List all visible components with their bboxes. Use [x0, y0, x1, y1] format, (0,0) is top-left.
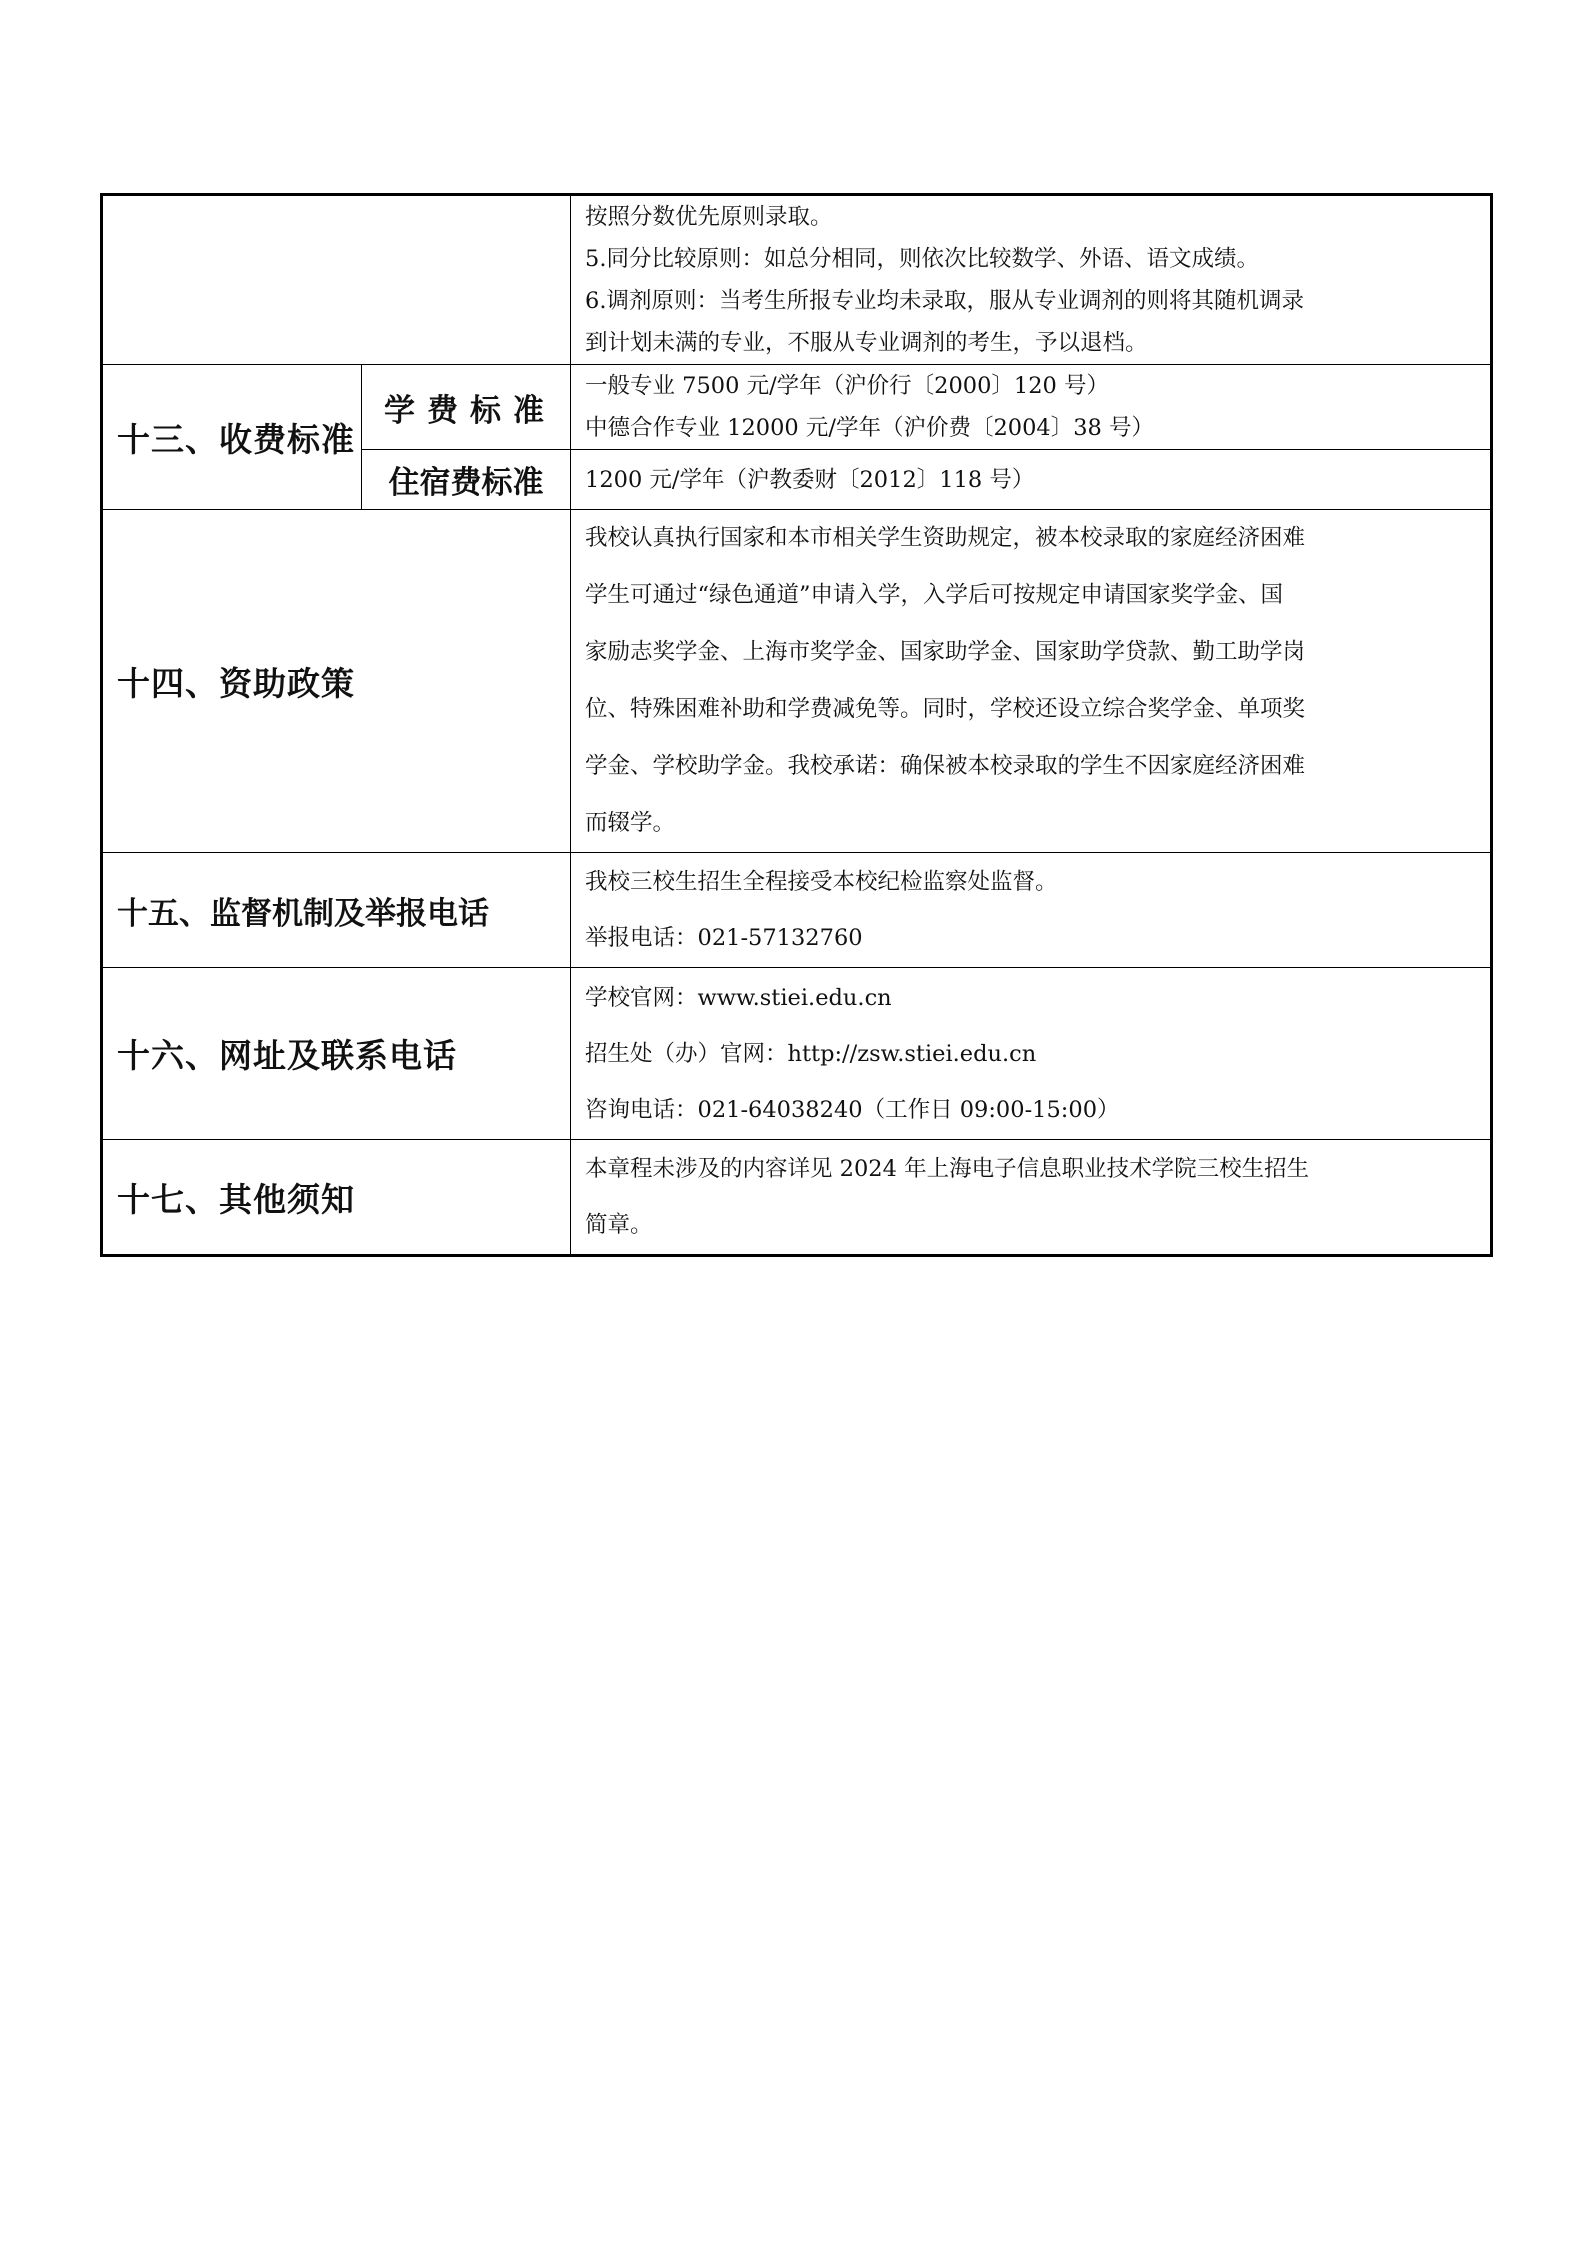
admission-rules-row	[102, 195, 1492, 365]
contact-heading: 十六、网址及联系电话	[102, 968, 571, 1140]
aid-line: 我校认真执行国家和本市相关学生资助规定，被本校录取的家庭经济困难	[585, 525, 1306, 551]
report-phone: 举报电话：021-57132760	[585, 925, 863, 951]
lodging-label: 住宿费标准	[362, 450, 571, 510]
other-line: 简章。	[585, 1212, 653, 1238]
aid-line: 学生可通过“绿色通道”申请入学，入学后可按规定申请国家奖学金、国	[585, 582, 1284, 608]
contact-content	[571, 968, 1492, 1140]
admission-rules-line: 按照分数优先原则录取。	[585, 204, 833, 230]
inquiry-phone: 咨询电话：021-64038240（工作日 09:00-15:00）	[585, 1096, 1120, 1123]
supervision-row	[102, 853, 1492, 968]
admission-rules-heading-cell	[102, 195, 571, 365]
admission-rules-line: 5.同分比较原则：如总分相同，则依次比较数学、外语、语文成绩。	[585, 246, 1259, 272]
lodging-line: 1200 元/学年（沪教委财〔2012〕118 号）	[585, 466, 1035, 493]
lodging-content	[571, 450, 1492, 510]
supervision-content	[571, 853, 1492, 968]
fees-tuition-row	[102, 365, 1492, 450]
tuition-label: 学费标准	[362, 365, 571, 450]
admission-rules-line: 6.调剂原则：当考生所报专业均未录取，服从专业调剂的则将其随机调录	[585, 288, 1304, 314]
aid-line: 学金、学校助学金。我校承诺：确保被本校录取的学生不因家庭经济困难	[585, 753, 1306, 779]
admission-rules-line: 到计划未满的专业，不服从专业调剂的考生，予以退档。	[585, 330, 1148, 356]
other-line: 本章程未涉及的内容详见 2024 年上海电子信息职业技术学院三校生招生	[585, 1156, 1310, 1182]
other-row	[102, 1140, 1492, 1256]
school-website: 学校官网：www.stiei.edu.cn	[585, 984, 892, 1011]
aid-line: 家励志奖学金、上海市奖学金、国家助学金、国家助学贷款、勤工助学岗	[585, 639, 1306, 665]
aid-line: 位、特殊困难补助和学费减免等。同时，学校还设立综合奖学金、单项奖	[585, 696, 1306, 722]
contact-row	[102, 968, 1492, 1140]
supervision-line: 我校三校生招生全程接受本校纪检监察处监督。	[585, 869, 1058, 895]
aid-line: 而辍学。	[585, 810, 676, 836]
tuition-content	[571, 365, 1492, 450]
other-content	[571, 1140, 1492, 1256]
admission-charter-table	[100, 193, 1493, 1257]
other-heading: 十七、其他须知	[102, 1140, 571, 1256]
aid-row	[102, 510, 1492, 853]
admissions-website: 招生处（办）官网：http://zsw.stiei.edu.cn	[585, 1040, 1037, 1067]
fees-heading: 十三、收费标准	[102, 365, 362, 510]
admission-rules-content	[571, 195, 1492, 365]
tuition-line: 一般专业 7500 元/学年（沪价行〔2000〕120 号）	[585, 373, 1110, 399]
aid-heading: 十四、资助政策	[102, 510, 571, 853]
tuition-line: 中德合作专业 12000 元/学年（沪价费〔2004〕38 号）	[585, 415, 1155, 441]
supervision-heading: 十五、监督机制及举报电话	[102, 853, 571, 968]
aid-content	[571, 510, 1492, 853]
